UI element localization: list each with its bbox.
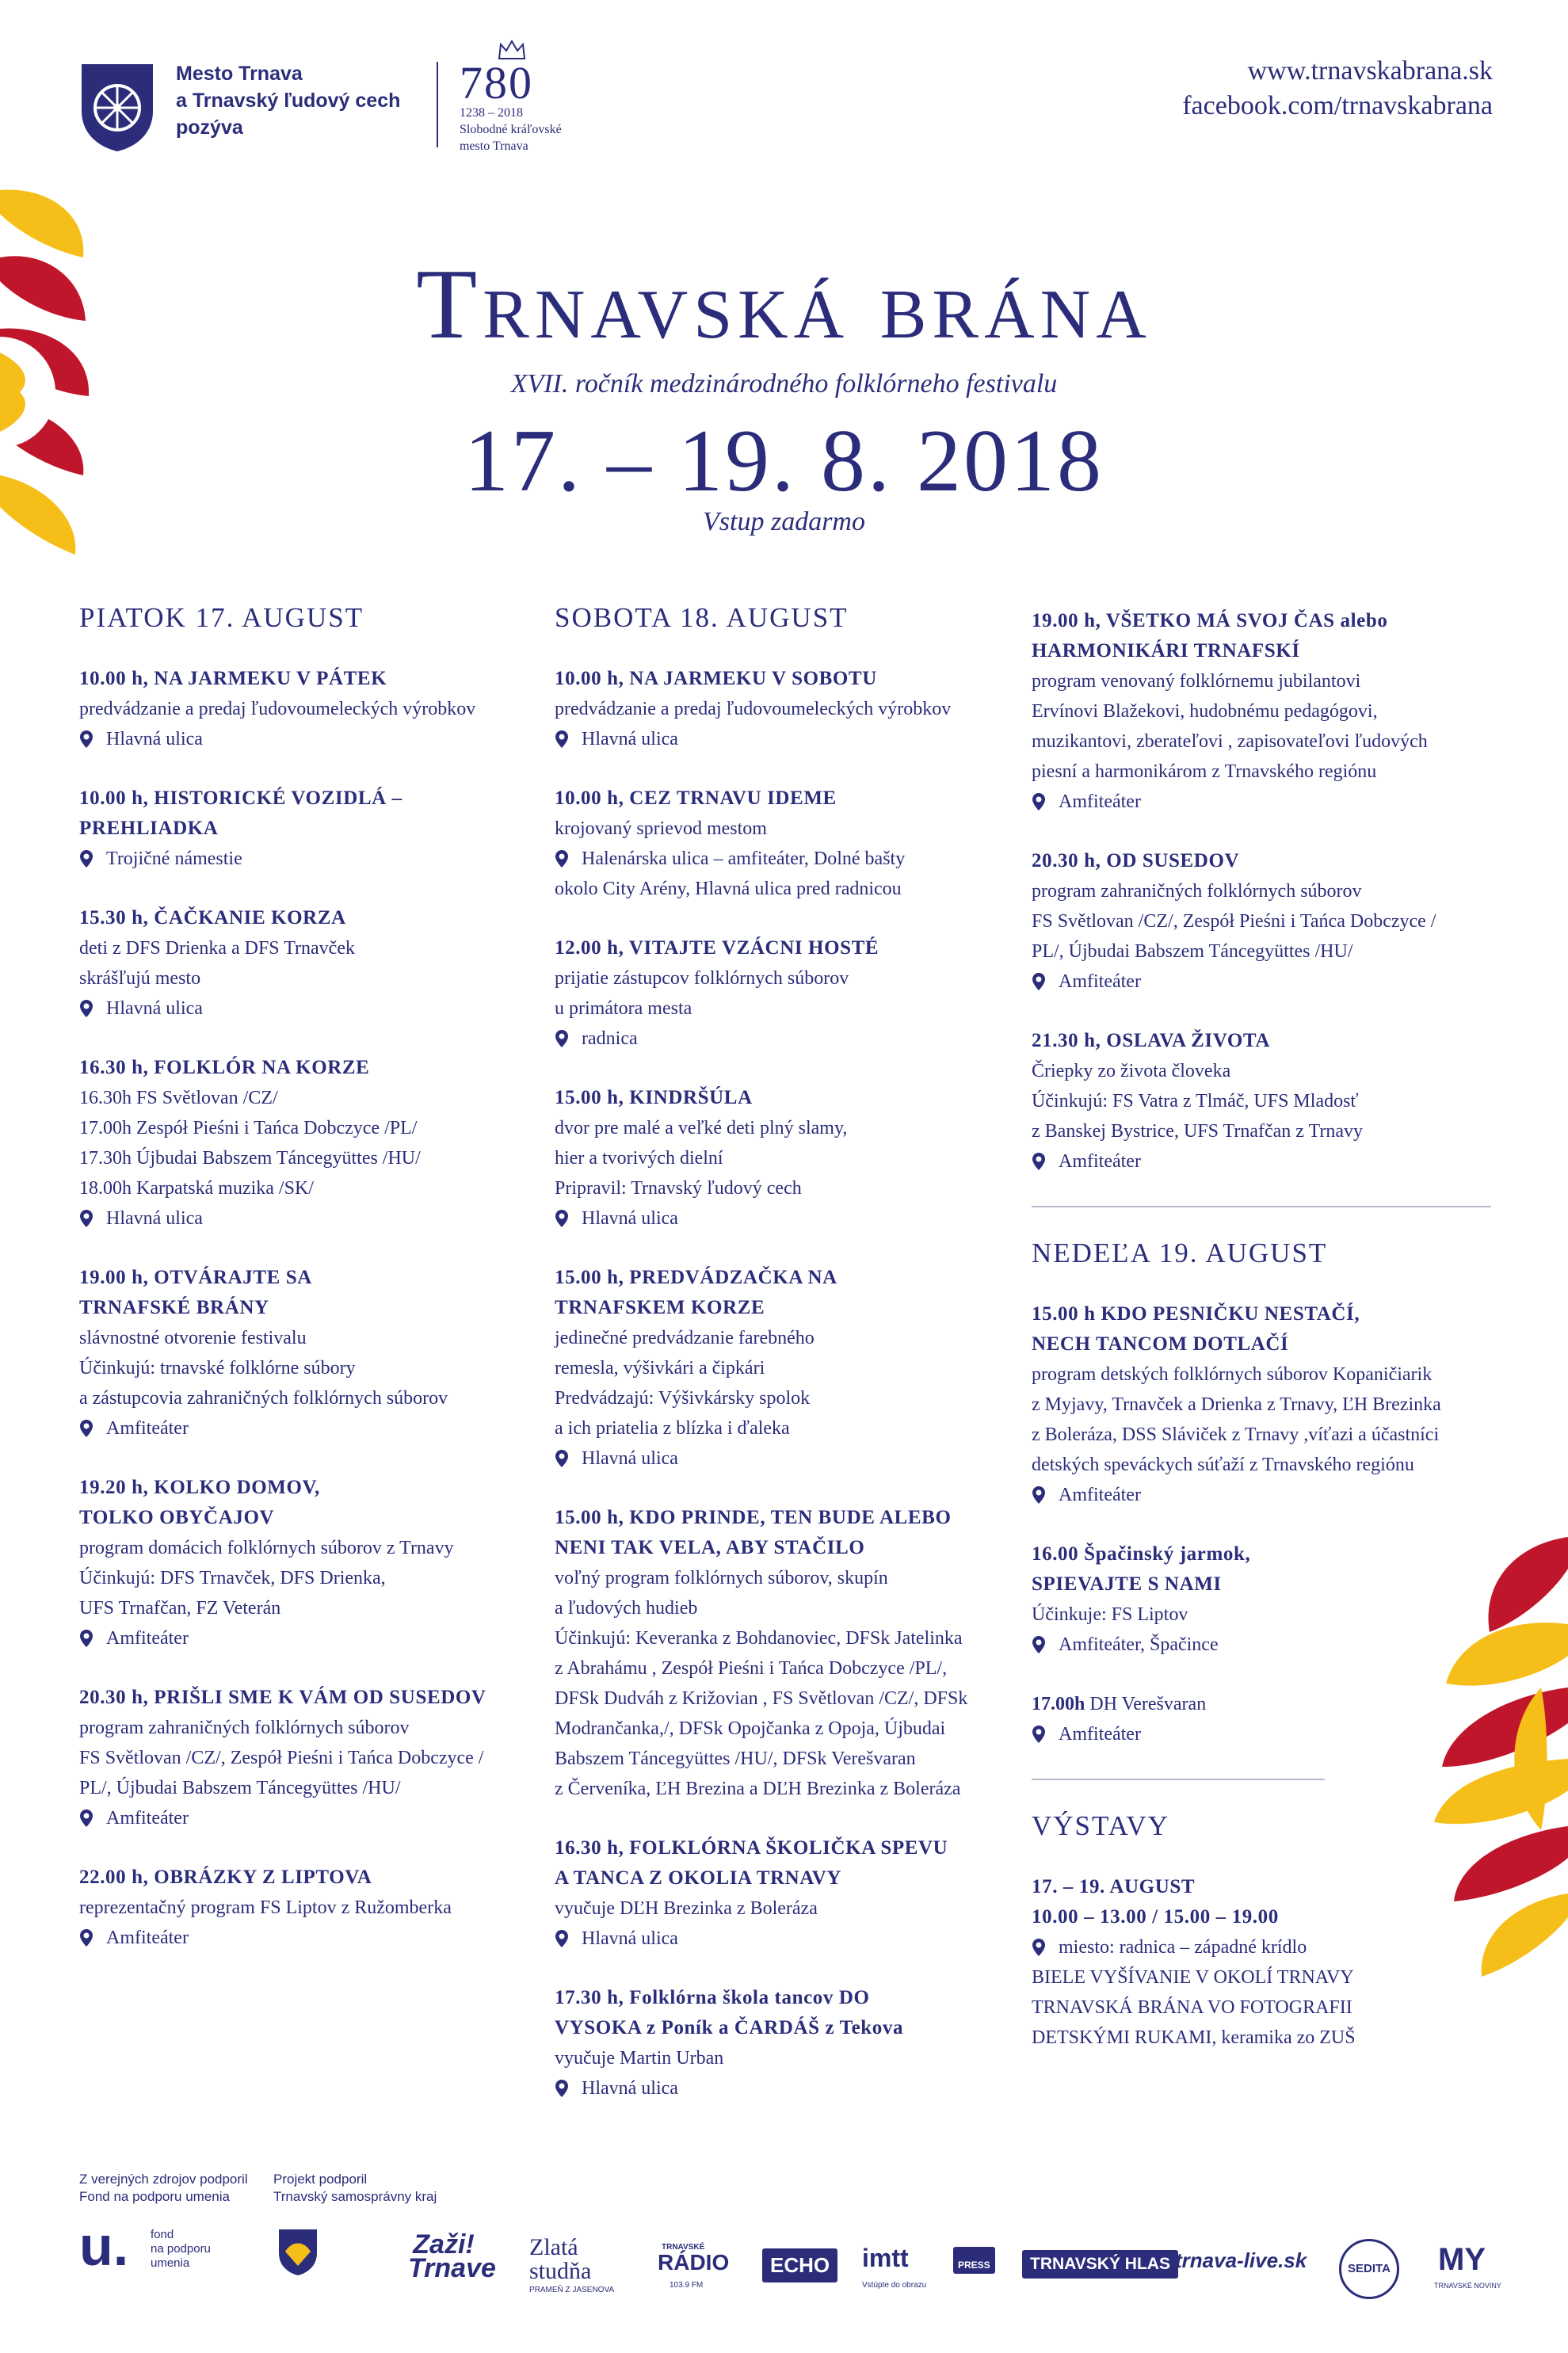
event-description: hier a tvorivých dielní bbox=[555, 1148, 723, 1169]
location-text: Amfiteáter bbox=[106, 1418, 189, 1439]
event-title: 19.20 h, KOLKO DOMOV, bbox=[79, 1477, 320, 1498]
location-text: Amfiteáter bbox=[1059, 1485, 1141, 1505]
event-name: DH Verešvaran bbox=[1085, 1694, 1207, 1714]
location-text: Halenárska ulica – amfiteáter, Dolné bašty bbox=[582, 849, 906, 869]
event-item bbox=[79, 664, 539, 754]
event-description: z Myjavy, Trnavček a Drienka z Trnavy, ĽH Brezinka bbox=[1032, 1394, 1441, 1415]
organizer-text bbox=[176, 60, 414, 141]
event-location bbox=[555, 1443, 1014, 1474]
event-location bbox=[1032, 1146, 1491, 1176]
event-description: 18.00h Karpatská muzika /SK/ bbox=[79, 1178, 314, 1199]
event-location bbox=[555, 2073, 1014, 2103]
column-friday bbox=[79, 602, 539, 1982]
location-text: Amfiteáter bbox=[1059, 1724, 1141, 1745]
event-title: 15.00 h, KINDRŠÚLA bbox=[555, 1087, 753, 1108]
event-title: 21.30 h, OSLAVA ŽIVOTA bbox=[1032, 1030, 1270, 1051]
fpu-logo-text bbox=[151, 2228, 211, 2271]
my-noviny-subtext: TRNAVSKÉ NOVINY bbox=[1434, 2282, 1501, 2290]
tsk-coat-of-arms-icon bbox=[277, 2228, 319, 2277]
location-pin-icon bbox=[79, 1209, 93, 1228]
event-title: A TANCA Z OKOLIA TRNAVY bbox=[555, 1867, 842, 1889]
zlata-studna-logo: Zlatá studňa bbox=[529, 2234, 592, 2284]
location-pin-icon bbox=[1032, 972, 1046, 991]
sedita-logo: SEDITA bbox=[1339, 2239, 1399, 2299]
imtt-logo: imtt bbox=[862, 2244, 909, 2272]
event-item bbox=[79, 1473, 539, 1653]
event-description: program domácich folklórnych súborov z Trnavy bbox=[79, 1538, 454, 1558]
festival-title: Trnavská brána bbox=[416, 250, 1152, 360]
event-item bbox=[555, 664, 1014, 754]
event-description: detských speváckych súťaží z Trnavského regiónu bbox=[1032, 1455, 1414, 1475]
location-text: Hlavná ulica bbox=[106, 729, 203, 749]
event-title: 19.00 h, OTVÁRAJTE SA bbox=[79, 1267, 312, 1288]
event-description: Ervínovi Blažekovi, hudobnému pedagógovi, bbox=[1032, 701, 1378, 722]
event-description: Babszem Táncegyüttes /HU/, DFSk Verešvaran bbox=[555, 1749, 916, 1769]
location-pin-icon bbox=[555, 730, 569, 749]
event-title: PREHLIADKA bbox=[79, 818, 219, 839]
event-description: UFS Trnafčan, FZ Veterán bbox=[79, 1598, 281, 1619]
event-description: program venovaný folklórnemu jubilantovi bbox=[1032, 671, 1361, 692]
exhibition-dates: 17. – 19. AUGUST bbox=[1032, 1876, 1196, 1897]
event-description: Účinkujú: DFS Trnavček, DFS Drienka, bbox=[79, 1568, 386, 1588]
event-description: voľný program folklórnych súborov, skupín bbox=[555, 1568, 888, 1588]
event-item bbox=[79, 1053, 539, 1234]
event-description: program zahraničných folklórnych súborov bbox=[79, 1718, 410, 1738]
location-text: Amfiteáter bbox=[1059, 971, 1141, 992]
event-title: 16.30 h, FOLKLÓRNA ŠKOLIČKA SPEVU bbox=[555, 1837, 948, 1859]
location-pin-icon bbox=[1032, 1152, 1046, 1171]
location-text: Amfiteáter, Špačince bbox=[1059, 1634, 1219, 1655]
support-line: Fond na podporu umenia bbox=[79, 2189, 230, 2204]
event-description: FS Světlovan /CZ/, Zespół Pieśni i Tańca Dobczyce / bbox=[79, 1748, 484, 1768]
radio-logo: RÁDIO bbox=[658, 2250, 730, 2275]
event-description: a ich priatelia z blízka i ďaleka bbox=[555, 1418, 790, 1439]
location-text: Amfiteáter bbox=[106, 1628, 189, 1649]
location-pin-icon bbox=[555, 1929, 569, 1948]
event-description: Modrančanka,/, DFSk Opojčanka z Opoja, Újbudai bbox=[555, 1718, 946, 1739]
event-location bbox=[79, 1623, 539, 1653]
event-title: NECH TANCOM DOTLAČÍ bbox=[1032, 1333, 1289, 1355]
anniversary-logo bbox=[460, 40, 642, 154]
event-description: prijatie zástupcov folklórnych súborov bbox=[555, 968, 849, 989]
event-description: skrášľujú mesto bbox=[79, 968, 201, 989]
fpu-line: umenia bbox=[151, 2256, 190, 2270]
event-title: 10.00 h, HISTORICKÉ VOZIDLÁ – bbox=[79, 788, 402, 809]
event-title: TRNAFSKÉ BRÁNY bbox=[79, 1297, 269, 1318]
event-description: z Banskej Bystrice, UFS Trnafčan z Trnavy bbox=[1032, 1121, 1363, 1142]
event-title: 10.00 h, NA JARMEKU V PÁTEK bbox=[79, 668, 387, 689]
section-divider bbox=[1032, 1779, 1325, 1780]
anniversary-number: 780 bbox=[460, 57, 533, 109]
exhibition-item: DETSKÝMI RUKAMI, keramika zo ZUŠ bbox=[1032, 2027, 1356, 2048]
day-heading-sunday: NEDEĽA 19. AUGUST bbox=[1032, 1238, 1328, 1268]
event-title: 10.00 h, NA JARMEKU V SOBOTU bbox=[555, 668, 877, 689]
event-description: deti z DFS Drienka a DFS Trnavček bbox=[79, 938, 355, 959]
event-description: predvádzanie a predaj ľudovoumeleckých výrobkov bbox=[555, 699, 952, 719]
event-description: PL/, Újbudai Babszem Táncegyüttes /HU/ bbox=[79, 1778, 401, 1798]
fpu-line: fond bbox=[151, 2228, 174, 2241]
festival-dates: 17. – 19. 8. 2018 bbox=[464, 412, 1104, 510]
zazi-trnave-logo: Zaži! Trnave bbox=[408, 2229, 496, 2283]
location-text: Hlavná ulica bbox=[582, 729, 678, 749]
event-description: piesní a harmonikárom z Trnavského regiónu bbox=[1032, 761, 1377, 782]
event-title: NENI TAK VELA, ABY STAČILO bbox=[555, 1537, 865, 1558]
event-item bbox=[1032, 1299, 1491, 1510]
event-description: Pripravil: Trnavský ľudový cech bbox=[555, 1178, 802, 1199]
event-description: z Boleráza, DSS Sláviček z Trnavy ,víťazi a účastníci bbox=[1032, 1424, 1440, 1445]
location-text: Hlavná ulica bbox=[582, 1448, 678, 1469]
event-title: TRNAFSKEM KORZE bbox=[555, 1297, 765, 1318]
event-item bbox=[555, 1083, 1014, 1234]
my-noviny-logo: MY bbox=[1438, 2242, 1486, 2277]
event-description: vyučuje DĽH Brezinka z Boleráza bbox=[555, 1898, 818, 1919]
event-title: 17.30 h, Folklórna škola tancov DO bbox=[555, 1987, 870, 2008]
header-divider bbox=[437, 62, 438, 147]
event-item bbox=[79, 1683, 539, 1833]
exhibition-item: BIELE VYŠÍVANIE V OKOLÍ TRNAVY bbox=[1032, 1967, 1354, 1988]
exhibition-item: TRNAVSKÁ BRÁNA VO FOTOGRAFII bbox=[1032, 1997, 1352, 2018]
event-title: 20.30 h, OD SUSEDOV bbox=[1032, 850, 1240, 871]
location-pin-icon bbox=[555, 849, 569, 868]
location-pin-icon bbox=[555, 2079, 569, 2098]
event-title: TOLKO OBYČAJOV bbox=[79, 1507, 275, 1528]
event-description: Účinkuje: FS Liptov bbox=[1032, 1604, 1188, 1625]
exhibition-hours: 10.00 – 13.00 / 15.00 – 19.00 bbox=[1032, 1906, 1279, 1928]
event-item bbox=[79, 1263, 539, 1443]
location-pin-icon bbox=[79, 1419, 93, 1438]
exhibition-block bbox=[1032, 1872, 1491, 2053]
event-title: 19.00 h, VŠETKO MÁ SVOJ ČAS alebo bbox=[1032, 610, 1388, 631]
event-description: z Červeníka, ĽH Brezina a DĽH Brezinka z Boleráza bbox=[555, 1779, 961, 1799]
location-text: Amfiteáter bbox=[1059, 791, 1141, 812]
event-description: PL/, Újbudai Babszem Táncegyüttes /HU/ bbox=[1032, 941, 1353, 962]
event-title: 20.30 h, PRIŠLI SME K VÁM OD SUSEDOV bbox=[79, 1687, 486, 1708]
event-title bbox=[1032, 1689, 1491, 1719]
event-title: 15.00 h, KDO PRINDE, TEN BUDE ALEBO bbox=[555, 1507, 952, 1528]
event-description: Čriepky zo života človeka bbox=[1032, 1061, 1231, 1081]
support-line: Trnavský samosprávny kraj bbox=[273, 2189, 437, 2204]
section-divider bbox=[1032, 1206, 1491, 1207]
exhibition-location bbox=[1032, 1932, 1491, 1962]
event-description: slávnostné otvorenie festivalu bbox=[79, 1328, 307, 1348]
event-description: Predvádzajú: Výšivkársky spolok bbox=[555, 1388, 811, 1409]
event-description: program zahraničných folklórnych súborov bbox=[1032, 881, 1362, 902]
event-item bbox=[79, 1863, 539, 1953]
event-description: Účinkujú: FS Vatra z Tlmáč, UFS Mladosť bbox=[1032, 1091, 1359, 1112]
event-location bbox=[79, 1803, 539, 1833]
trnava-live-logo: trnava-live.sk bbox=[1175, 2248, 1307, 2272]
location-pin-icon bbox=[1032, 1725, 1046, 1744]
location-text: radnica bbox=[582, 1028, 638, 1049]
location-pin-icon bbox=[1032, 1485, 1046, 1504]
location-pin-icon bbox=[79, 730, 93, 749]
event-item bbox=[555, 1833, 1014, 1954]
event-item bbox=[1032, 1539, 1491, 1660]
radio-frequency: 103.9 FM bbox=[670, 2281, 704, 2290]
event-location bbox=[1032, 1630, 1491, 1660]
support-text-tsk bbox=[273, 2171, 437, 2206]
event-title: SPIEVAJTE S NAMI bbox=[1032, 1573, 1222, 1595]
location-text: Amfiteáter bbox=[1059, 1151, 1141, 1172]
event-title: 10.00 h, CEZ TRNAVU IDEME bbox=[555, 788, 837, 809]
event-location bbox=[1032, 1480, 1491, 1510]
facebook-link[interactable]: facebook.com/trnavskabrana bbox=[1182, 91, 1493, 120]
event-location bbox=[79, 1923, 539, 1953]
fpu-logo: u. bbox=[79, 2215, 129, 2277]
trnavsky-hlas-logo: TRNAVSKÝ HLAS bbox=[1022, 2250, 1178, 2279]
event-description: a ľudových hudieb bbox=[555, 1598, 698, 1619]
echo-logo: ECHO bbox=[762, 2248, 837, 2282]
day-heading-saturday: SOBOTA 18. AUGUST bbox=[555, 602, 849, 633]
radio-logo-top: TRNAVSKÉ bbox=[662, 2243, 705, 2252]
event-description: u primátora mesta bbox=[555, 998, 692, 1019]
event-description: z Abrahámu , Zespół Pieśni i Tańca Dobczyce /PL/, bbox=[555, 1658, 948, 1679]
event-description: 17.30h Újbudai Babszem Táncegyüttes /HU/ bbox=[79, 1148, 421, 1169]
event-description: 16.30h FS Světlovan /CZ/ bbox=[79, 1088, 278, 1108]
event-title: 15.00 h KDO PESNIČKU NESTAČÍ, bbox=[1032, 1303, 1360, 1325]
location-text: Hlavná ulica bbox=[106, 998, 203, 1019]
anniversary-text: Slobodné kráľovské bbox=[460, 123, 562, 136]
event-title: 22.00 h, OBRÁZKY Z LIPTOVA bbox=[79, 1867, 372, 1888]
organizer-line: Mesto Trnava bbox=[176, 63, 303, 85]
press-logo: PRESS bbox=[953, 2247, 995, 2274]
event-description: FS Světlovan /CZ/, Zespół Pieśni i Tańca Dobczyce / bbox=[1032, 911, 1436, 932]
event-title: 16.00 Špačinský jarmok, bbox=[1032, 1543, 1251, 1565]
event-location bbox=[79, 1203, 539, 1234]
location-text: Hlavná ulica bbox=[582, 1928, 678, 1949]
event-title: VYSOKA z Poník a ČARDÁŠ z Tekova bbox=[555, 2017, 904, 2038]
event-location bbox=[555, 1024, 1014, 1054]
event-location bbox=[1032, 787, 1491, 817]
location-pin-icon bbox=[1032, 792, 1046, 811]
location-pin-icon bbox=[1032, 1938, 1046, 1957]
event-location bbox=[79, 724, 539, 754]
event-description: Účinkujú: trnavské folklórne súbory bbox=[79, 1358, 356, 1379]
event-item bbox=[555, 1983, 1014, 2103]
zlata-studna-subtext: PRAMEŇ Z JASENOVA bbox=[529, 2286, 615, 2294]
website-link[interactable]: www.trnavskabrana.sk bbox=[1247, 56, 1493, 86]
location-pin-icon bbox=[79, 849, 93, 868]
column-saturday-sunday bbox=[1032, 606, 1491, 2082]
event-title: 15.00 h, PREDVÁDZAČKA NA bbox=[555, 1267, 837, 1288]
location-text: Amfiteáter bbox=[106, 1928, 189, 1948]
event-description: DFSk Dudváh z Križovian , FS Světlovan /CZ/, DFSk bbox=[555, 1688, 968, 1709]
event-description: program detských folklórnych súborov Kopaničiarik bbox=[1032, 1364, 1433, 1385]
event-description: krojovaný sprievod mestom bbox=[555, 818, 767, 839]
location-text: miesto: radnica – západné krídlo bbox=[1059, 1937, 1307, 1958]
location-pin-icon bbox=[1032, 1635, 1046, 1654]
festival-subtitle: XVII. ročník medzinárodného folklórneho festivalu bbox=[510, 369, 1058, 399]
event-item bbox=[555, 1503, 1014, 1804]
event-item bbox=[1032, 1689, 1491, 1749]
location-pin-icon bbox=[555, 1209, 569, 1228]
anniversary-years: 1238 – 2018 bbox=[460, 106, 523, 120]
event-location bbox=[79, 844, 539, 874]
event-description: muzikantovi, zberateľovi , zapisovateľovi ľudových bbox=[1032, 731, 1428, 752]
event-item bbox=[79, 903, 539, 1024]
event-item bbox=[1032, 846, 1491, 997]
location-pin-icon bbox=[555, 1449, 569, 1468]
event-description: 17.00h Zespół Pieśni i Tańca Dobczyce /PL/ bbox=[79, 1118, 418, 1138]
location-text: Hlavná ulica bbox=[582, 2078, 678, 2099]
location-pin-icon bbox=[79, 1928, 93, 1947]
event-location bbox=[555, 1924, 1014, 1954]
event-location bbox=[555, 1203, 1014, 1234]
event-location bbox=[1032, 1719, 1491, 1749]
event-description: dvor pre malé a veľké deti plný slamy, bbox=[555, 1118, 848, 1138]
event-item bbox=[1032, 1026, 1491, 1176]
event-location bbox=[79, 993, 539, 1024]
event-description: a zástupcovia zahraničných folklórnych súborov bbox=[79, 1388, 448, 1409]
event-location bbox=[555, 724, 1014, 754]
location-pin-icon bbox=[79, 1629, 93, 1648]
event-description: predvádzanie a predaj ľudovoumeleckých výrobkov bbox=[79, 699, 476, 719]
web-links bbox=[1182, 54, 1493, 124]
entry-note: Vstup zadarmo bbox=[703, 507, 865, 536]
event-item bbox=[555, 1263, 1014, 1474]
event-item bbox=[79, 784, 539, 874]
location-text: Trojičné námestie bbox=[106, 849, 242, 869]
support-line: Projekt podporil bbox=[273, 2172, 368, 2187]
event-title: 15.30 h, ČAČKANIE KORZA bbox=[79, 907, 346, 929]
day-heading-friday: PIATOK 17. AUGUST bbox=[79, 602, 364, 633]
fpu-line: na podporu bbox=[151, 2242, 211, 2256]
support-line: Z verejných zdrojov podporil bbox=[79, 2172, 248, 2187]
imtt-subtext: Vstúpte do obrazu bbox=[862, 2281, 927, 2290]
event-description: vyučuje Martin Urban bbox=[555, 2048, 724, 2069]
event-title: 16.30 h, FOLKLÓR NA KORZE bbox=[79, 1057, 370, 1078]
organizer-line: a Trnavský ľudový cech bbox=[176, 90, 401, 112]
location-text: okolo City Arény, Hlavná ulica pred radnicou bbox=[555, 879, 902, 899]
trnava-coat-of-arms-icon bbox=[79, 62, 155, 154]
column-saturday bbox=[555, 602, 1014, 2133]
sponsor-footer bbox=[0, 2171, 1568, 2353]
location-pin-icon bbox=[555, 1029, 569, 1048]
event-description: Účinkujú: Keveranka z Bohdanoviec, DFSk Jatelinka bbox=[555, 1628, 963, 1649]
location-pin-icon bbox=[79, 999, 93, 1018]
event-description: jedinečné predvádzanie farebného bbox=[555, 1328, 815, 1348]
location-text: Hlavná ulica bbox=[106, 1208, 203, 1229]
event-item bbox=[555, 784, 1014, 904]
anniversary-text: mesto Trnava bbox=[460, 139, 528, 153]
event-description: reprezentačný program FS Liptov z Ružomberka bbox=[79, 1897, 452, 1918]
event-location bbox=[555, 844, 1014, 874]
event-item bbox=[1032, 606, 1491, 817]
event-item bbox=[555, 933, 1014, 1054]
location-text: Hlavná ulica bbox=[582, 1208, 678, 1229]
exhibitions-heading: VÝSTAVY bbox=[1032, 1810, 1169, 1841]
event-location bbox=[1032, 967, 1491, 997]
event-location bbox=[79, 1413, 539, 1443]
event-time: 17.00h bbox=[1032, 1694, 1085, 1714]
support-text-fpu bbox=[79, 2171, 248, 2206]
location-pin-icon bbox=[79, 1809, 93, 1828]
location-text: Amfiteáter bbox=[106, 1808, 189, 1829]
organizer-line: pozýva bbox=[176, 116, 243, 139]
event-description: remesla, výšivkári a čipkári bbox=[555, 1358, 765, 1379]
event-title: HARMONIKÁRI TRNAFSKÍ bbox=[1032, 640, 1300, 662]
event-title: 12.00 h, VITAJTE VZÁCNI HOSTÉ bbox=[555, 937, 879, 959]
